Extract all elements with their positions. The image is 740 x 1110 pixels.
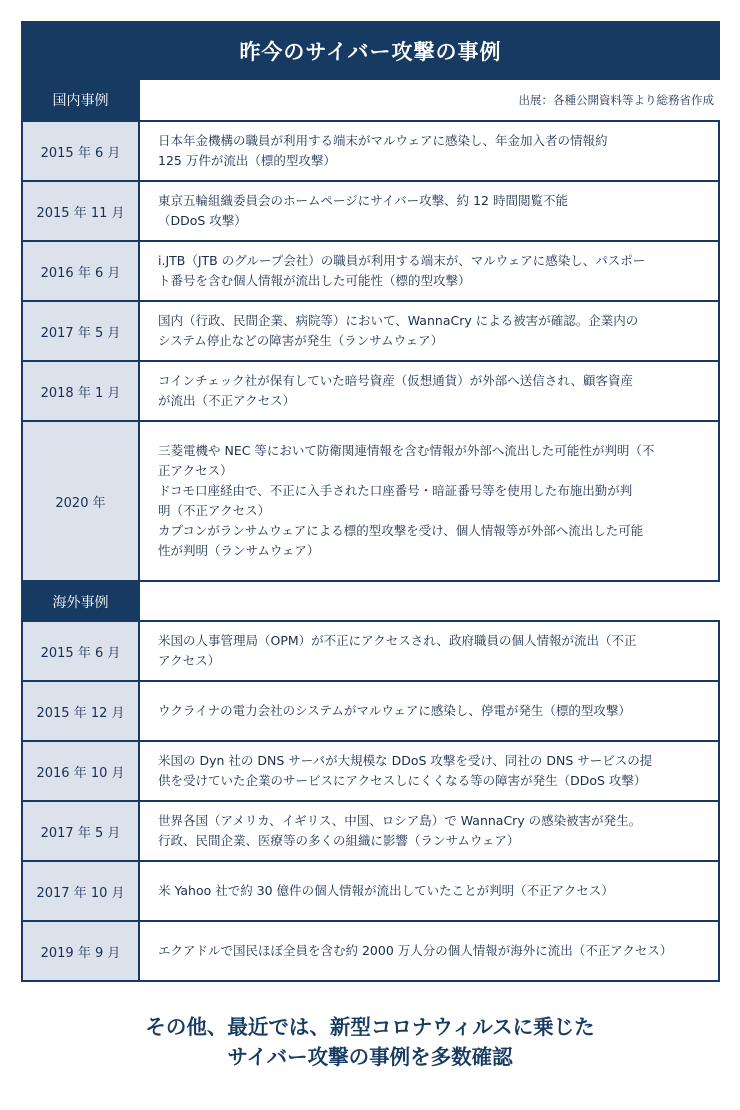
case-description: 日本年金機構の職員が利用する端末がマルウェアに感染し、年金加入者の情報約 125 万件が流出（標的型攻撃） bbox=[158, 133, 608, 168]
domestic-section-header bbox=[21, 80, 720, 120]
table-row bbox=[23, 802, 718, 862]
case-date: 2019 年 9 月 bbox=[23, 922, 140, 980]
case-date: 2017 年 5 月 bbox=[23, 802, 140, 860]
case-description: 世界各国（アメリカ、イギリス、中国、ロシア島）で WannaCry の感染被害が発生。 行政、民間企業、医療等の多くの組織に影響（ランサムウェア） bbox=[158, 813, 642, 848]
case-date: 2015 年 11 月 bbox=[23, 182, 140, 240]
case-date: 2016 年 10 月 bbox=[23, 742, 140, 800]
case-description: 国内（行政、民間企業、病院等）において、WannaCry による被害が確認。企業内の システム停止などの障害が発生（ランサムウェア） bbox=[158, 313, 639, 348]
case-date: 2016 年 6 月 bbox=[23, 242, 140, 300]
case-date: 2017 年 10 月 bbox=[23, 862, 140, 920]
table-row bbox=[23, 622, 718, 682]
table-row bbox=[23, 682, 718, 742]
case-date: 2017 年 5 月 bbox=[23, 302, 140, 360]
page-title: 昨今のサイバー攻撃の事例 bbox=[21, 21, 720, 80]
table-row bbox=[23, 242, 718, 302]
table-row bbox=[23, 862, 718, 922]
case-description: 米 Yahoo 社で約 30 億件の個人情報が流出していたことが判明（不正アクセス） bbox=[158, 883, 614, 898]
case-description: 東京五輪組織委員会のホームページにサイバー攻撃、約 12 時間閲覧不能 （DDoS 攻撃） bbox=[158, 193, 568, 228]
footer-line-2: サイバー攻撃の事例を多数確認 bbox=[227, 1045, 513, 1069]
case-description: 三菱電機や NEC 等において防衛関連情報を含む情報が外部へ流出した可能性が判明（不 正アクセス） ドコモ口座経由で、不正に入手された口座番号・暗証番号等を使用した布施出勤が判 明（不正アクセス） カプコンがランサムウェアによる標的型攻撃を受け、個人情報等が外部へ流出した可能 性が判明（ランサムウェア） bbox=[158, 443, 655, 558]
case-date: 2015 年 6 月 bbox=[23, 622, 140, 680]
case-date: 2020 年 bbox=[23, 422, 140, 580]
domestic-case-table bbox=[21, 120, 720, 582]
case-date: 2015 年 6 月 bbox=[23, 122, 140, 180]
overseas-case-table bbox=[21, 620, 720, 982]
case-description: ウクライナの電力会社のシステムがマルウェアに感染し、停電が発生（標的型攻撃） bbox=[158, 703, 631, 718]
case-date: 2018 年 1 月 bbox=[23, 362, 140, 420]
table-row bbox=[23, 742, 718, 802]
case-description: エクアドルで国民ほぼ全員を含む約 2000 万人分の個人情報が海外に流出（不正アクセス） bbox=[158, 943, 673, 958]
footer-summary bbox=[0, 1012, 740, 1072]
case-description: i.JTB（JTB のグループ会社）の職員が利用する端末が、マルウェアに感染し、パスポー ト番号を含む個人情報が流出した可能性（標的型攻撃） bbox=[158, 253, 646, 288]
domestic-section-label: 国内事例 bbox=[21, 80, 140, 120]
case-date: 2015 年 12 月 bbox=[23, 682, 140, 740]
table-row bbox=[23, 922, 718, 982]
table-row bbox=[23, 422, 718, 582]
overseas-section-label: 海外事例 bbox=[21, 582, 140, 622]
table-row bbox=[23, 302, 718, 362]
case-description: コインチェック社が保有していた暗号資産（仮想通貨）が外部へ送信され、顧客資産 が流出（不正アクセス） bbox=[158, 373, 634, 408]
source-note: 出展：各種公開資料等より総務省作成 bbox=[518, 93, 714, 107]
table-row bbox=[23, 182, 718, 242]
case-description: 米国の Dyn 社の DNS サーバが大規模な DDoS 攻撃を受け、同社の DNS サービスの提 供を受けていた企業のサービスにアクセスしにくくなる等の障害が発生（DDoS 攻撃） bbox=[158, 753, 653, 788]
case-description: 米国の人事管理局（OPM）が不正にアクセスされ、政府職員の個人情報が流出（不正 アクセス） bbox=[158, 633, 637, 668]
table-row bbox=[23, 122, 718, 182]
footer-line-1: その他、最近では、新型コロナウィルスに乗じた bbox=[145, 1015, 595, 1039]
overseas-section-header bbox=[21, 582, 720, 622]
table-row bbox=[23, 362, 718, 422]
